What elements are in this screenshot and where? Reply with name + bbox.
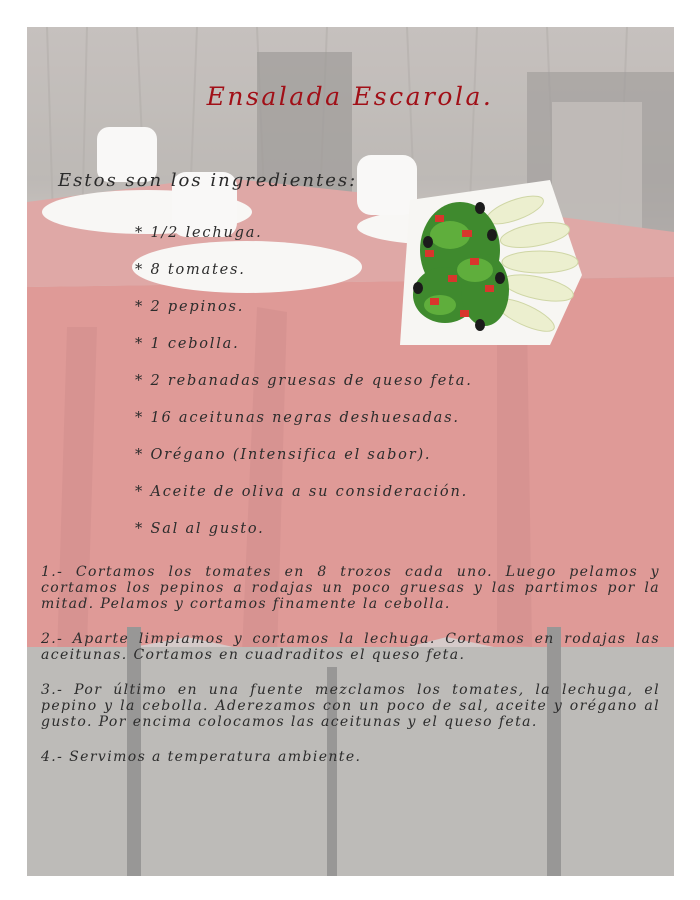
ingredient-item: * 1 cebolla. bbox=[135, 336, 240, 352]
step-2: 2.- Aparte limpiamos y cortamos la lechuga. Cortamos en rodajas las aceitunas. Cortamos en cuadraditos el queso feta. bbox=[41, 631, 660, 663]
ingredient-item: * Orégano (Intensifica el sabor). bbox=[135, 447, 432, 463]
recipe-title: Ensalada Escarola. bbox=[206, 82, 494, 111]
ingredient-item: * 8 tomates. bbox=[135, 262, 246, 278]
ingredient-item: * 2 pepinos. bbox=[135, 299, 245, 315]
ingredient-item: * Sal al gusto. bbox=[135, 521, 265, 537]
step-3: 3.- Por último en una fuente mezclamos los tomates, la lechuga, el pepino y la cebolla. Aderezamos con un poco de sal, aceite y orégano al gusto. Por encima colocamos las aceitunas y el queso feta. bbox=[41, 682, 660, 730]
ingredient-item: * 16 aceitunas negras deshuesadas. bbox=[135, 410, 460, 426]
ingredients-list bbox=[135, 225, 473, 558]
ingredient-item: * 2 rebanadas gruesas de queso feta. bbox=[135, 373, 473, 389]
step-1: 1.- Cortamos los tomates en 8 trozos cada uno. Luego pelamos y cortamos los pepinos a rodajas un poco gruesas y las partimos por la mitad. Pelamos y cortamos finamente la cebolla. bbox=[41, 564, 660, 612]
preparation-steps bbox=[41, 564, 660, 784]
step-4: 4.- Servimos a temperatura ambiente. bbox=[41, 749, 362, 765]
ingredient-item: * Aceite de oliva a su consideración. bbox=[135, 484, 468, 500]
ingredients-heading: Estos son los ingredientes: bbox=[58, 170, 358, 191]
ingredient-item: * 1/2 lechuga. bbox=[135, 225, 263, 241]
